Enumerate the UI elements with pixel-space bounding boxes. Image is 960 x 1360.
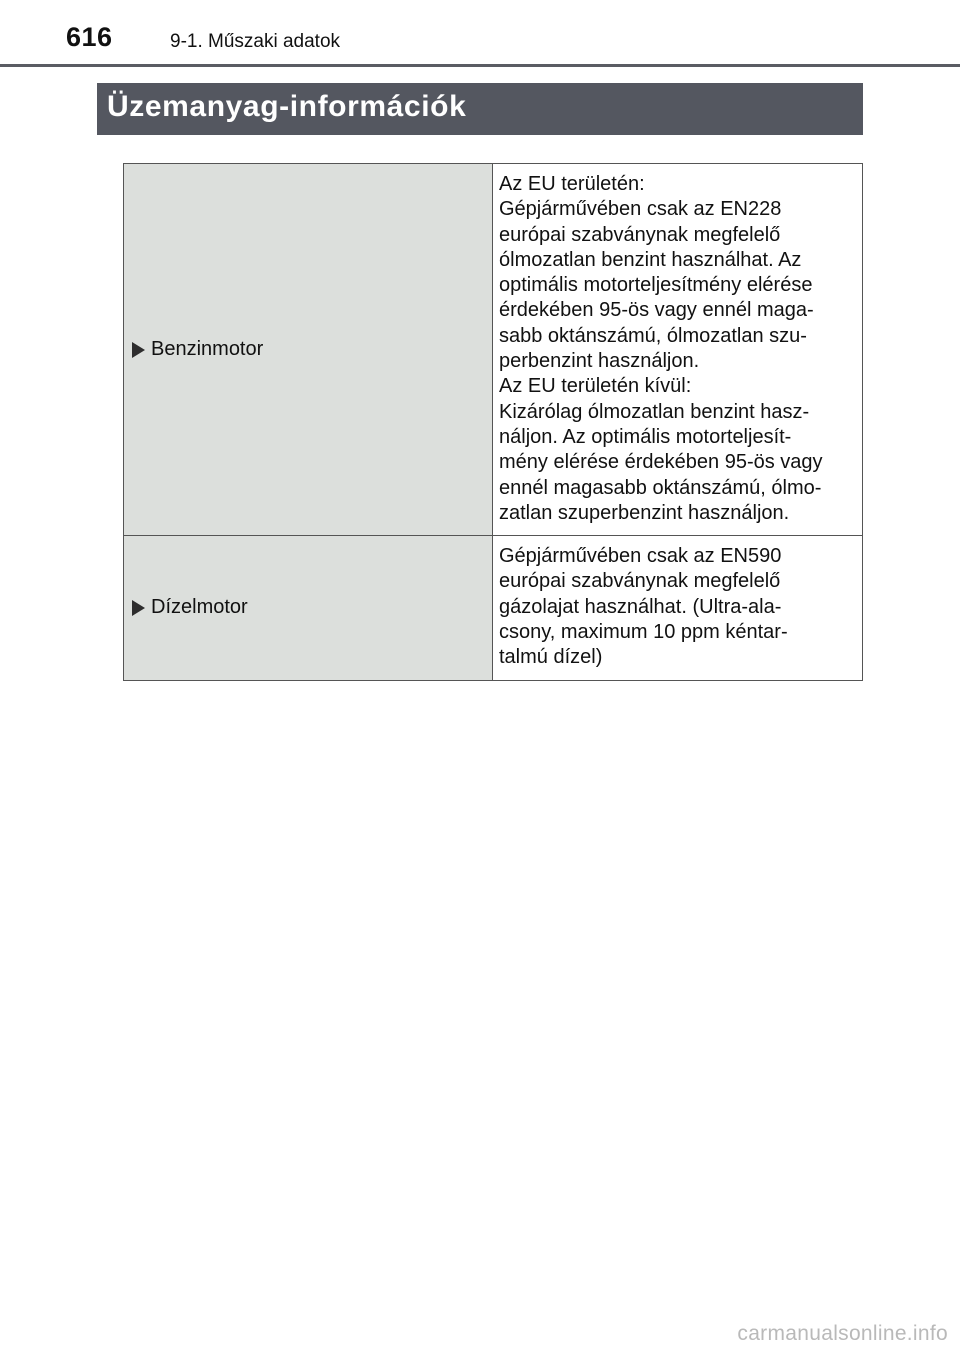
desc-line: európai szabványnak megfelelő	[499, 223, 781, 246]
desc-line: Az EU területén:	[499, 173, 645, 195]
title-bar	[97, 83, 863, 135]
description-cell	[493, 164, 863, 536]
triangle-bullet-icon	[132, 600, 145, 616]
table-row	[124, 536, 863, 680]
desc-line: optimális motorteljesítmény elérése	[499, 274, 813, 297]
desc-line: zatlan szuperbenzint használjon.	[499, 501, 790, 524]
desc-line: ólmozatlan benzint használhat. Az	[499, 248, 802, 271]
description-cell	[493, 536, 863, 680]
desc-line: európai szabványnak megfelelő	[499, 570, 781, 593]
desc-line: mény elérése érdekében 95-ös vagy	[499, 451, 823, 474]
desc-line: sabb oktánszámú, ólmozatlan szu-	[499, 324, 807, 347]
desc-line: csony, maximum 10 ppm kéntar-	[499, 621, 788, 644]
watermark: carmanualsonline.info	[737, 1322, 948, 1345]
triangle-bullet-icon	[132, 342, 145, 358]
label-cell	[124, 536, 493, 680]
page-number: 616	[66, 22, 113, 52]
desc-line: ennél magasabb oktánszámú, ólmo-	[499, 476, 822, 499]
desc-line: Kizárólag ólmozatlan benzint hasz-	[499, 400, 810, 423]
desc-line: Gépjárművében csak az EN590	[499, 545, 782, 568]
page-title: Üzemanyag-információk	[107, 90, 467, 123]
fuel-info-table	[123, 163, 863, 681]
desc-line: gázolajat használhat. (Ultra-ala-	[499, 595, 782, 618]
desc-line: náljon. Az optimális motorteljesít-	[499, 425, 792, 448]
desc-line: Gépjárművében csak az EN228	[499, 198, 782, 221]
section-title: 9-1. Műszaki adatok	[170, 31, 341, 52]
desc-line: érdekében 95-ös vagy ennél maga-	[499, 299, 814, 322]
row-label-diesel: Dízelmotor	[151, 596, 248, 619]
row-label-petrol: Benzinmotor	[151, 338, 264, 361]
desc-line: perbenzint használjon.	[499, 350, 700, 373]
header-rule	[0, 64, 960, 67]
desc-line: Az EU területén kívül:	[499, 375, 692, 398]
desc-line: talmú dízel)	[499, 646, 603, 669]
label-cell	[124, 164, 493, 536]
table-row	[124, 164, 863, 536]
